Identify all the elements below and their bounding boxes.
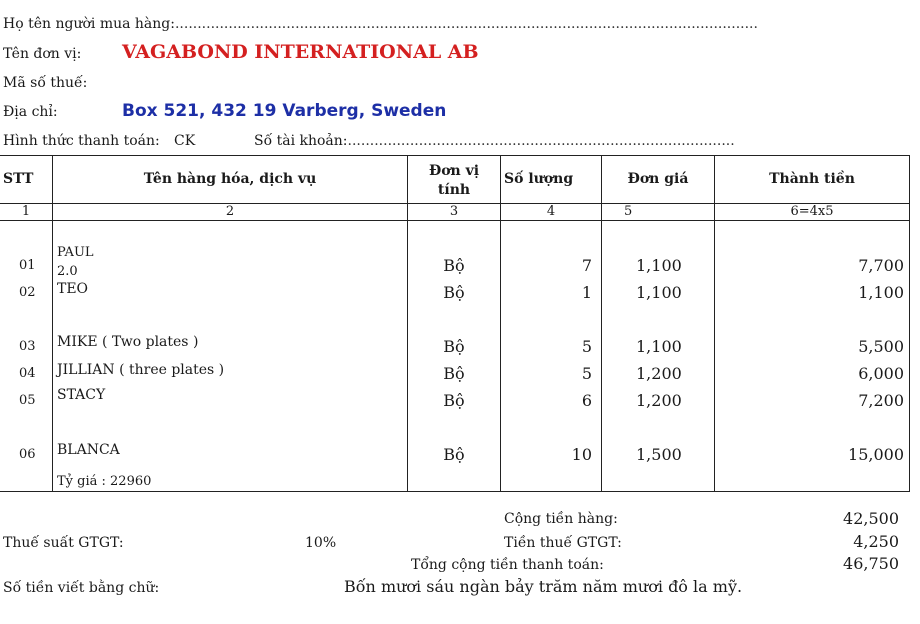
row-04-name: JILLIAN ( three plates )	[57, 362, 225, 378]
row-03-qty: 5	[581, 337, 592, 356]
colnum-3: 3	[449, 204, 459, 219]
payment-label: Hình thức thanh toán:	[3, 133, 160, 149]
row-02-amount: 1,100	[858, 283, 904, 302]
header-qty: Số lượng	[504, 171, 574, 187]
unit-value: VAGABOND INTERNATIONAL AB	[122, 41, 479, 63]
vat-rate-value: 10%	[305, 535, 337, 551]
row-01-stt: 01	[19, 258, 36, 273]
tax-code-label: Mã số thuế:	[3, 75, 88, 91]
colnum-2: 2	[225, 204, 235, 219]
col-divider-4	[601, 155, 602, 492]
row-04-amount: 6,000	[858, 364, 904, 383]
account-label: Số tài khoản:.......................................................................................	[254, 133, 735, 149]
account-dots: .......................................................................................	[347, 133, 735, 149]
colnum-1: 1	[21, 204, 31, 219]
header-stt: STT	[3, 171, 34, 187]
row-03-unit: Bộ	[443, 337, 465, 356]
colnum-divider	[0, 220, 910, 221]
header-unit-line2: tính	[437, 182, 471, 198]
vat-value: 4,250	[853, 532, 899, 551]
row-05-amount: 7,200	[858, 391, 904, 410]
row-05-qty: 6	[581, 391, 592, 410]
row-06-amount: 15,000	[848, 445, 904, 464]
row-01-price: 1,100	[636, 256, 682, 275]
row-05-name: STACY	[57, 387, 106, 403]
payment-value: CK	[174, 133, 196, 149]
row-05-stt: 05	[19, 393, 36, 408]
row-01-unit: Bộ	[443, 256, 465, 275]
row-06-stt: 06	[19, 447, 36, 462]
row-02-price: 1,100	[636, 283, 682, 302]
header-unit-line1: Đơn vị	[428, 163, 480, 179]
buyer-dots: ...................................................................................................................................	[174, 16, 758, 32]
row-04-qty: 5	[581, 364, 592, 383]
row-03-stt: 03	[19, 339, 36, 354]
buyer-label: Họ tên người mua hàng:...................................................................................................................................	[3, 16, 758, 32]
words-label: Số tiền viết bằng chữ:	[3, 580, 160, 596]
unit-label: Tên đơn vị:	[3, 46, 82, 62]
row-04-price: 1,200	[636, 364, 682, 383]
row-02-qty: 1	[581, 283, 592, 302]
row-02-unit: Bộ	[443, 283, 465, 302]
table-bottom-border	[0, 491, 910, 492]
total-value: 46,750	[843, 554, 899, 573]
row-06-unit: Bộ	[443, 445, 465, 464]
row-05-unit: Bộ	[443, 391, 465, 410]
row-01-name-line1: PAUL	[57, 245, 94, 260]
row-03-name: MIKE ( Two plates )	[57, 334, 199, 350]
row-01-amount: 7,700	[858, 256, 904, 275]
row-01-qty: 7	[581, 256, 592, 275]
row-04-unit: Bộ	[443, 364, 465, 383]
row-03-amount: 5,500	[858, 337, 904, 356]
exchange-rate: Tỷ giá : 22960	[57, 474, 152, 489]
colnum-4: 4	[546, 204, 556, 219]
words-value: Bốn mươi sáu ngàn bảy trăm năm mươi đô la mỹ.	[344, 577, 743, 596]
row-06-name: BLANCA	[57, 442, 120, 458]
row-04-stt: 04	[19, 366, 36, 381]
address-value: Box 521, 432 19 Varberg, Sweden	[122, 101, 447, 121]
row-02-stt: 02	[19, 285, 36, 300]
row-05-price: 1,200	[636, 391, 682, 410]
address-label: Địa chỉ:	[3, 104, 58, 120]
total-label: Tổng cộng tiền thanh toán:	[411, 557, 604, 573]
subtotal-value: 42,500	[843, 509, 899, 528]
vat-label: Tiền thuế GTGT:	[504, 535, 622, 551]
colnum-5: 5	[624, 204, 633, 219]
row-06-qty: 10	[571, 445, 592, 464]
table-top-border	[0, 155, 910, 156]
row-03-price: 1,100	[636, 337, 682, 356]
table-right-border	[909, 155, 910, 492]
header-price: Đơn giá	[627, 171, 689, 187]
header-name: Tên hàng hóa, dịch vụ	[143, 171, 317, 187]
header-amount: Thành tiền	[769, 171, 855, 187]
row-01-name-line2: 2.0	[57, 264, 78, 277]
row-06-price: 1,500	[636, 445, 682, 464]
row-02-name: TEO	[57, 281, 89, 297]
subtotal-label: Cộng tiền hàng:	[504, 511, 618, 527]
vat-rate-label: Thuế suất GTGT:	[3, 535, 124, 551]
colnum-6: 6=4x5	[790, 204, 834, 219]
